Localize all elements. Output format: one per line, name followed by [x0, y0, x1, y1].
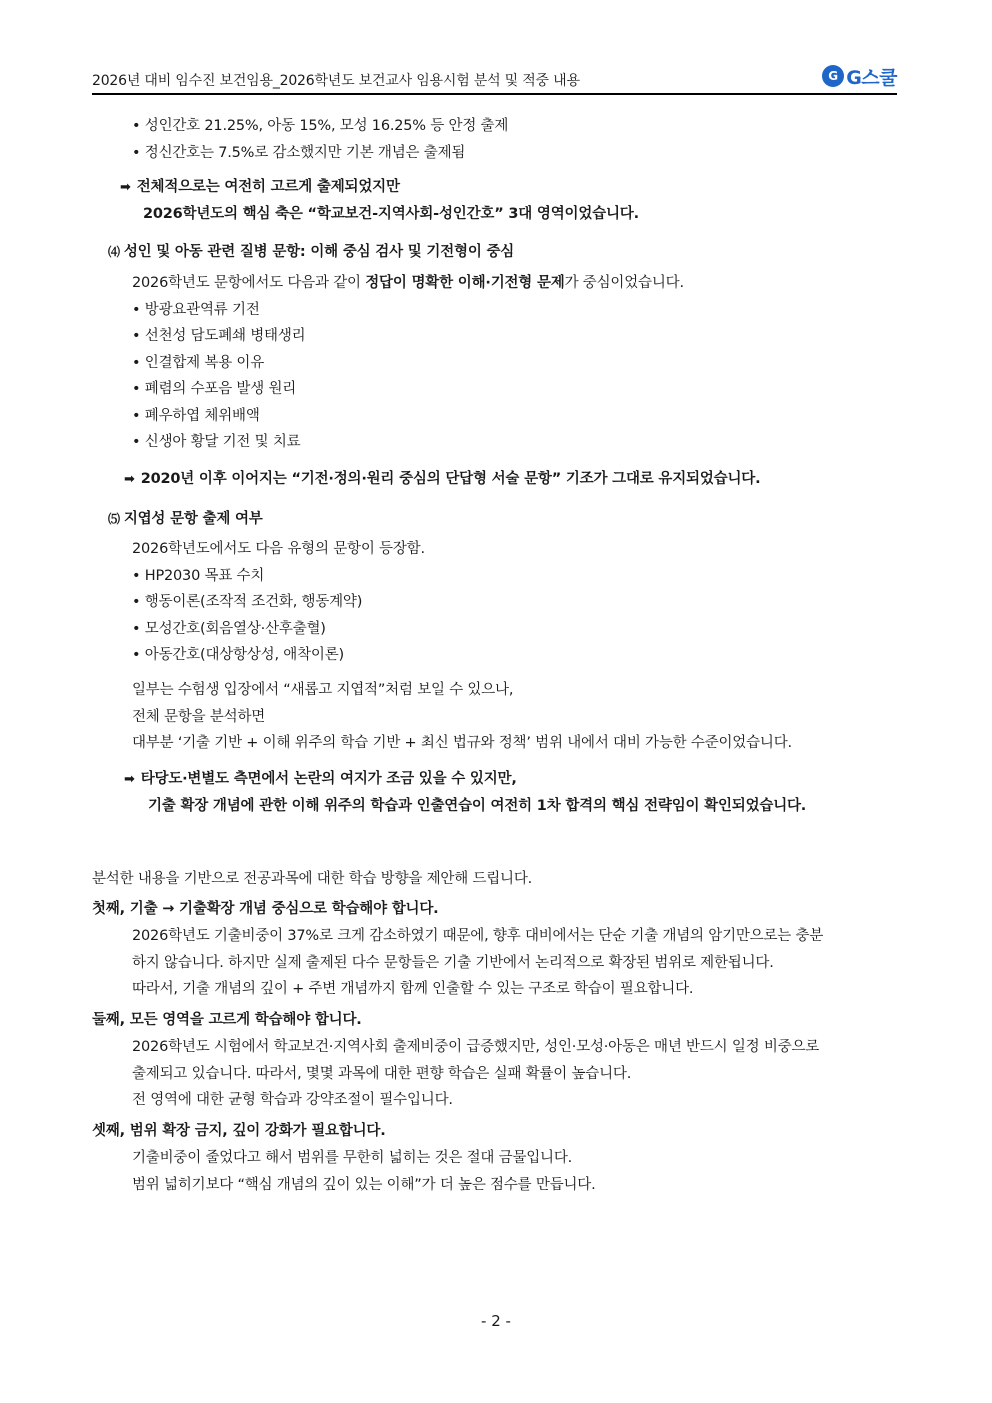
header-rule	[92, 93, 897, 95]
paragraph-line: 전체 문항을 분석하면	[132, 709, 266, 725]
recommendation-title-first: 첫째, 기출 → 기출확장 개념 중심으로 학습해야 합니다.	[92, 901, 439, 917]
section-title: 성인 및 아동 관련 질병 문항: 이해 중심 검사 및 기전형이 중심	[123, 244, 515, 260]
arrow-icon: ➡	[124, 772, 135, 787]
bullet-item: • 인결합제 복용 이유	[132, 355, 265, 371]
bullet-item: • 아동간호(대상항상성, 애착이론)	[132, 647, 344, 663]
conclusion-line: 기출 확장 개념에 관한 이해 위주의 학습과 인출연습이 여전히 1차 합격의 핵심 전략임이 확인되었습니다.	[148, 798, 807, 814]
logo-mark-icon: G	[822, 65, 844, 87]
recommendation-intro: 분석한 내용을 기반으로 전공과목에 대한 학습 방향을 제안해 드립니다.	[92, 871, 533, 887]
recommendation-line: 기출비중이 줄었다고 해서 범위를 무한히 넓히는 것은 절대 금물입니다.	[132, 1150, 573, 1166]
bullet-item: • 정신간호는 7.5%로 감소했지만 기본 개념은 출제됨	[132, 145, 466, 161]
intro-text: 가 중심이었습니다.	[564, 275, 684, 291]
gschool-logo	[822, 62, 897, 90]
conclusion-line	[124, 769, 517, 790]
bullet-item: • 행동이론(조작적 조건화, 행동계약)	[132, 594, 363, 610]
section-number: ⑸	[108, 512, 120, 526]
section-heading	[108, 509, 263, 529]
recommendation-line: 하지 않습니다. 하지만 실제 출제된 다수 문항들은 기출 기반에서 논리적으로 확장된 범위로 제한됩니다.	[132, 955, 774, 971]
recommendation-line: 범위 넓히기보다 “핵심 개념의 깊이 있는 이해”가 더 높은 점수를 만듭니다.	[132, 1177, 596, 1193]
bullet-item: • 방광요관역류 기전	[132, 302, 260, 318]
section-heading	[108, 242, 514, 262]
paragraph-line: 대부분 ‘기출 기반 + 이해 위주의 학습 기반 + 최신 법규와 정책’ 범위 내에서 대비 가능한 수준이었습니다.	[132, 735, 792, 751]
bullet-item: • 폐렴의 수포음 발생 원리	[132, 381, 297, 397]
section-intro	[132, 273, 684, 293]
page-number: - 2 -	[481, 1312, 511, 1330]
bullet-item: • HP2030 목표 수치	[132, 568, 265, 584]
bullet-item: • 신생아 황달 기전 및 치료	[132, 434, 301, 450]
conclusion-line	[124, 469, 760, 490]
recommendation-line: 출제되고 있습니다. 따라서, 몇몇 과목에 대한 편향 학습은 실패 확률이 높습니다.	[132, 1066, 632, 1082]
header-title: 2026년 대비 임수진 보건임용_2026학년도 보건교사 임용시험 분석 및 적중 내용	[92, 73, 580, 89]
recommendation-title-second: 둘째, 모든 영역을 고르게 학습해야 합니다.	[92, 1012, 362, 1028]
conclusion-line	[120, 177, 400, 198]
conclusion-text: 타당도·변별도 측면에서 논란의 여지가 조금 있을 수 있지만,	[140, 771, 517, 787]
section-number: ⑷	[108, 245, 120, 259]
bullet-item: • 선천성 담도폐쇄 병태생리	[132, 328, 306, 344]
conclusion-line: 2026학년도의 핵심 축은 “학교보건-지역사회-성인간호” 3대 영역이었습니다.	[143, 206, 639, 222]
section-intro: 2026학년도에서도 다음 유형의 문항이 등장함.	[132, 541, 425, 557]
recommendation-line: 2026학년도 기출비중이 37%로 크게 감소하였기 때문에, 향후 대비에서는 단순 기출 개념의 암기만으로는 충분	[132, 928, 824, 944]
page-header	[92, 60, 897, 96]
section-title: 지엽성 문항 출제 여부	[123, 511, 263, 527]
intro-emphasis: 정답이 명확한 이해·기전형 문제	[365, 275, 565, 291]
intro-text: 2026학년도 문항에서도 다음과 같이	[132, 275, 366, 291]
recommendation-line: 2026학년도 시험에서 학교보건·지역사회 출제비중이 급증했지만, 성인·모성·아동은 매년 반드시 일정 비중으로	[132, 1039, 820, 1055]
arrow-icon: ➡	[124, 472, 135, 487]
logo-text: G스쿨	[846, 66, 897, 89]
recommendation-line: 전 영역에 대한 균형 학습과 강약조절이 필수입니다.	[132, 1092, 453, 1108]
conclusion-text: 전체적으로는 여전히 고르게 출제되었지만	[136, 179, 400, 195]
conclusion-text: 2020년 이후 이어지는 “기전·정의·원리 중심의 단답형 서술 문항” 기조가 그대로 유지되었습니다.	[140, 471, 761, 487]
bullet-item: • 성인간호 21.25%, 아동 15%, 모성 16.25% 등 안정 출제	[132, 118, 509, 134]
bullet-item: • 폐우하엽 체위배액	[132, 408, 260, 424]
recommendation-title-third: 셋째, 범위 확장 금지, 깊이 강화가 필요합니다.	[92, 1123, 386, 1139]
arrow-icon: ➡	[120, 180, 131, 195]
paragraph-line: 일부는 수험생 입장에서 “새롭고 지엽적”처럼 보일 수 있으나,	[132, 682, 514, 698]
bullet-item: • 모성간호(회음열상·산후출혈)	[132, 621, 326, 637]
recommendation-line: 따라서, 기출 개념의 깊이 + 주변 개념까지 함께 인출할 수 있는 구조로 학습이 필요합니다.	[132, 981, 694, 997]
